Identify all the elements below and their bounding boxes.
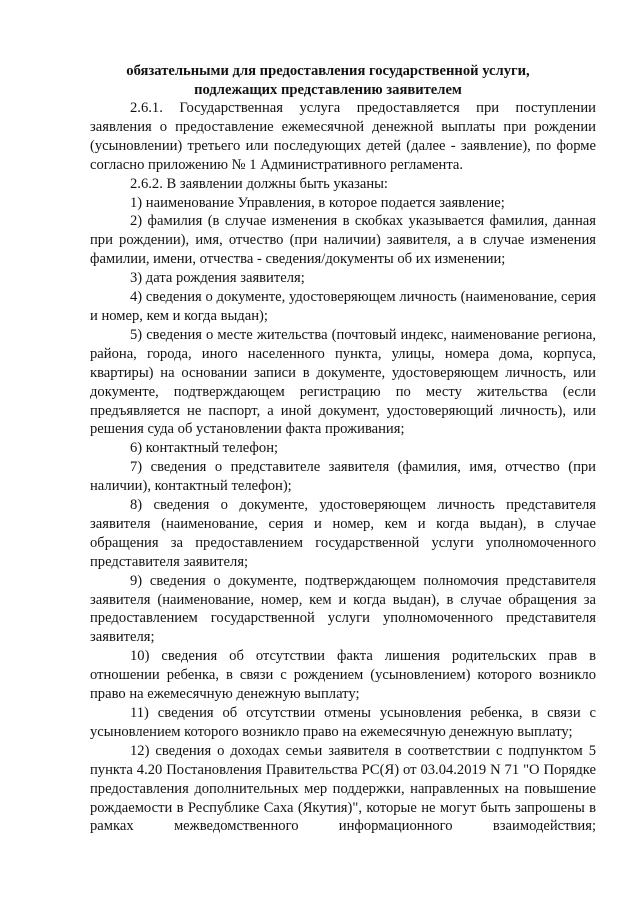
list-item-12: 12) сведения о доходах семьи заявителя в соответствии с подпунктом 5 пункта 4.20 Постановления Правительства РС(Я) от 03.04.2019 N 71 "О Порядке предоставления дополнительных мер поддержки, направленных на повышение рождаемости в Республике Саха (Якутия)", которые не могут быть запрошены в рамках межведомственного информационного взаимодействия; (90, 742, 596, 835)
list-item-1: 1) наименование Управления, в которое подается заявление; (130, 194, 505, 211)
list-item-7: 7) сведения о представителе заявителя (фамилия, имя, отчество (при наличии), контактный телефон); (90, 459, 596, 495)
section-heading-line-1: обязательными для предоставления государственной услуги, (126, 63, 530, 79)
section-heading-line-2: подлежащих представлению заявителем (194, 81, 462, 98)
list-item-5: 5) сведения о месте жительства (почтовый индекс, наименование региона, района, города, иного населенного пункта, улицы, номера дома, корпуса, квартиры) на основании записи в документе, удостоверяющем личность, или документе, подтверждающем регистрацию по месту жительства (если предъявляется не паспорт, а иной документ, удостоверяющий личность), или решения суда об установлении факта проживания; (90, 326, 596, 438)
list-item-4: 4) сведения о документе, удостоверяющем личность (наименование, серия и номер, кем и когда выдан); (90, 289, 596, 324)
document-body (90, 99, 596, 836)
list-item-6: 6) контактный телефон; (130, 440, 279, 457)
list-item-11: 11) сведения об отсутствии отмены усыновления ребенка, в связи с усыновлением которого возникло право на ежемесячную денежную выплату; (90, 705, 596, 740)
paragraph-2-6-1: 2.6.1. Государственная услуга предоставляется при поступлении заявления о предоставление ежемесячной денежной выплаты при рождении (усыновлении) третьего или последующих детей (далее - заявление), по форме согласно приложению № 1 Административного регламента. (90, 100, 596, 173)
list-item-10: 10) сведения об отсутствии факта лишения родительских прав в отношении ребенка, в связи с рождением (усыновлением) которого возникло право на ежемесячную денежную выплату; (90, 648, 596, 703)
list-item-9: 9) сведения о документе, подтверждающем полномочия представителя заявителя (наименование, номер, кем и когда выдан), в случае обращения за предоставлением государственной услуги уполномоченного представителя заявителя; (90, 572, 596, 646)
paragraph-2-6-2: 2.6.2. В заявлении должны быть указаны: (130, 175, 388, 192)
section-heading (100, 62, 556, 99)
list-item-3: 3) дата рождения заявителя; (130, 270, 305, 287)
list-item-2: 2) фамилия (в случае изменения в скобках указывается фамилия, данная при рождении), имя, отчество (при наличии) заявителя, а в случае изменения фамилии, имени, отчества - сведения/документы об их изменении; (90, 213, 596, 268)
list-item-8: 8) сведения о документе, удостоверяющем личность представителя заявителя (наименование, серия и номер, кем и когда выдан), в случае обращения за предоставлением государственной услуги уполномоченного представителя заявителя; (90, 497, 596, 570)
